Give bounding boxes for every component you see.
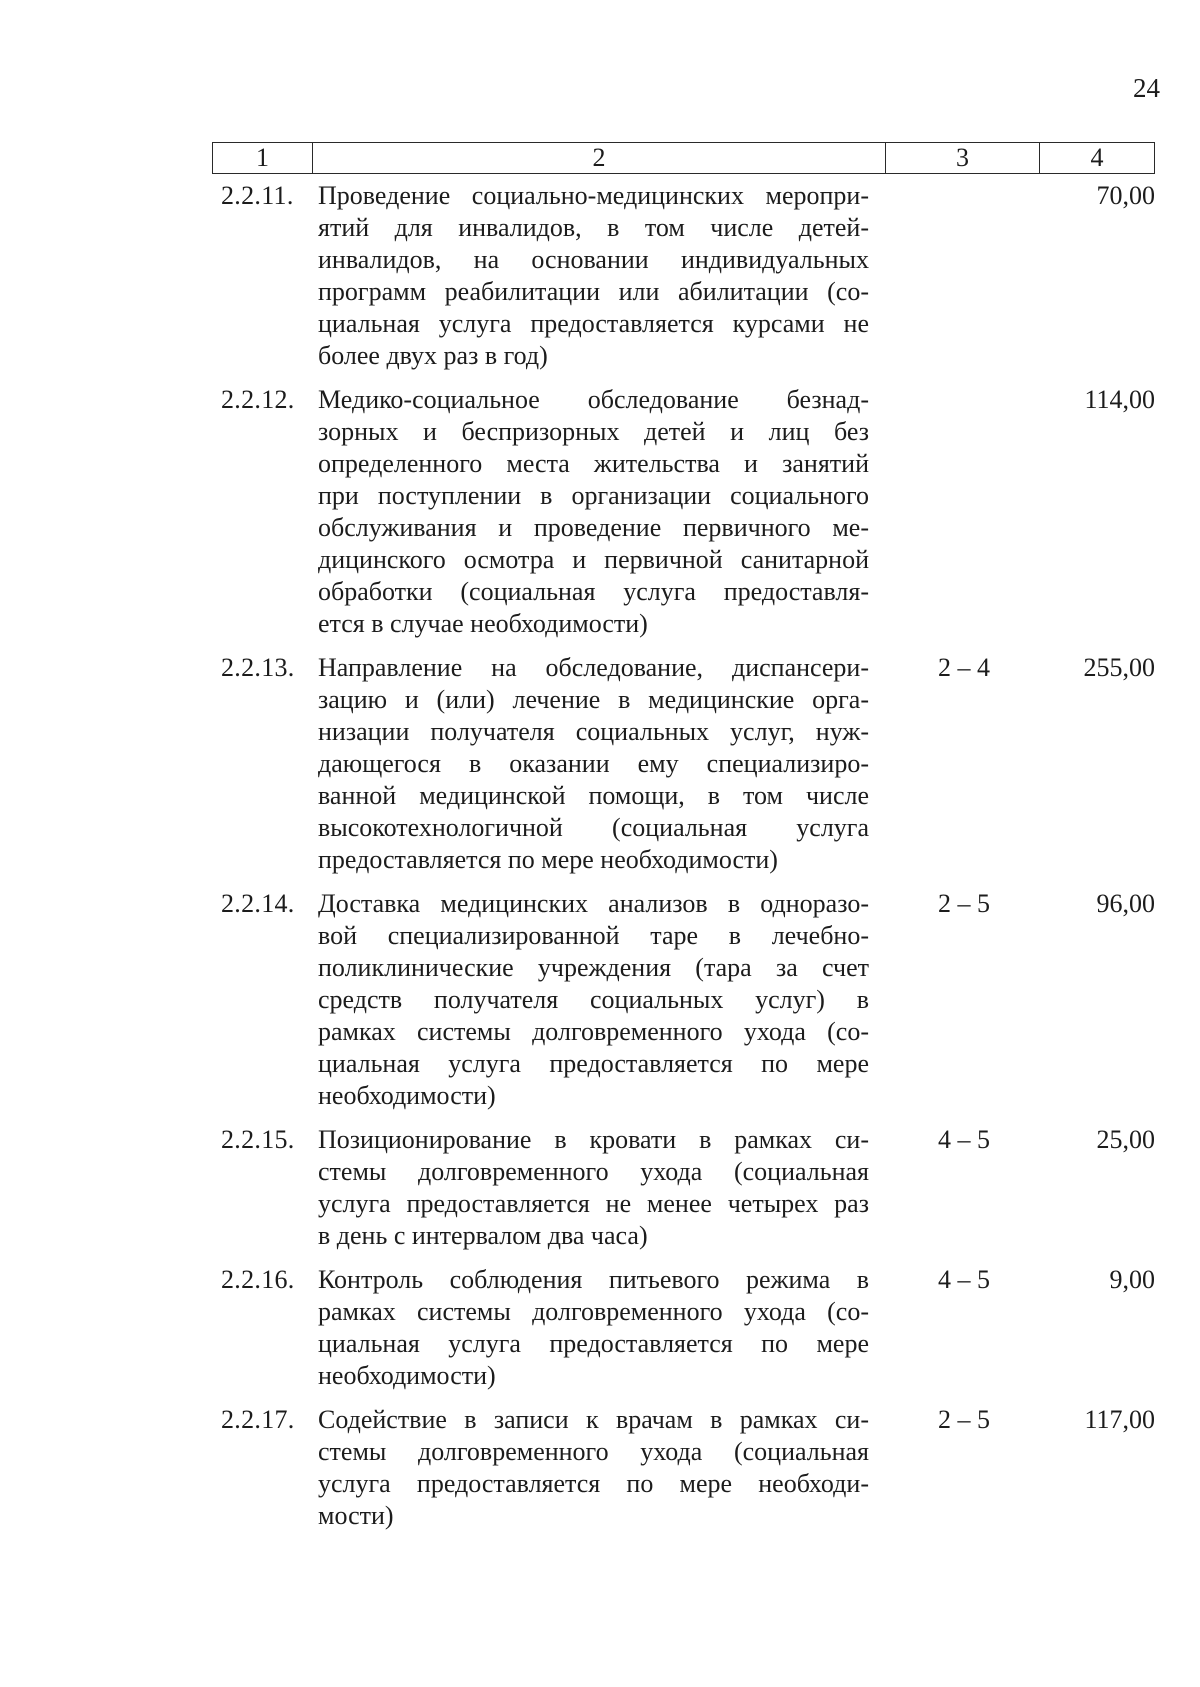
service-price: 96,00: [1096, 889, 1155, 918]
description-line: ется в случае необходимости): [318, 609, 648, 638]
table-row: [212, 1264, 1155, 1392]
description-line: ятий для инвалидов, в том числе детей-: [318, 213, 869, 242]
service-number: 2.2.11.: [221, 181, 294, 210]
description-line: ванной медицинской помощи, в том числе: [318, 781, 869, 810]
description-line: дицинского осмотра и первичной санитарной: [318, 545, 869, 574]
description-line: Содействие в записи к врачам в рамках си-: [318, 1405, 869, 1434]
service-description: [312, 888, 869, 1112]
table-row: [212, 384, 1155, 640]
description-line: необходимости): [318, 1361, 496, 1390]
description-line: Контроль соблюдения питьевого режима в: [318, 1265, 869, 1294]
description-line: услуга предоставляется по мере необходи-: [318, 1469, 869, 1498]
description-line: Проведение социально-медицинских меропри-: [318, 181, 869, 210]
description-line: дающегося в оказании ему специализиро-: [318, 749, 869, 778]
description-line: услуга предоставляется не менее четырех раз: [318, 1189, 869, 1218]
description-line: предоставляется по мере необходимости): [318, 845, 778, 874]
service-period: 2 – 5: [938, 1405, 990, 1434]
service-price: 25,00: [1096, 1125, 1155, 1154]
description-line: стемы долговременного ухода (социальная: [318, 1157, 869, 1186]
description-line: циальная услуга предоставляется по мере: [318, 1329, 869, 1358]
service-price: 255,00: [1083, 653, 1155, 682]
description-line: стемы долговременного ухода (социальная: [318, 1437, 869, 1466]
description-line: Позиционирование в кровати в рамках си-: [318, 1125, 869, 1154]
description-line: зацию и (или) лечение в медицинские орга-: [318, 685, 869, 714]
description-line: вой специализированной таре в лечебно-: [318, 921, 869, 950]
description-line: Направление на обследование, диспансери-: [318, 653, 869, 682]
table-header: [212, 142, 1155, 174]
description-line: более двух раз в год): [318, 341, 548, 370]
description-line: программ реабилитации или абилитации (со-: [318, 277, 869, 306]
header-col-2: 2: [313, 143, 886, 173]
description-line: низации получателя социальных услуг, нуж-: [318, 717, 869, 746]
description-line: в день с интервалом два часа): [318, 1221, 648, 1250]
description-line: Медико-социальное обследование безнад-: [318, 385, 869, 414]
description-line: циальная услуга предоставляется по мере: [318, 1049, 869, 1078]
service-description: [312, 180, 869, 372]
service-price: 114,00: [1084, 385, 1155, 414]
description-line: определенного места жительства и занятий: [318, 449, 869, 478]
service-description: [312, 384, 869, 640]
table-row: [212, 888, 1155, 1112]
description-line: рамках системы долговременного ухода (со-: [318, 1017, 869, 1046]
service-description: [312, 1404, 869, 1532]
service-number: 2.2.13.: [221, 653, 295, 682]
description-line: Доставка медицинских анализов в одноразо-: [318, 889, 869, 918]
service-period: 4 – 5: [938, 1125, 990, 1154]
service-description: [312, 1264, 869, 1392]
service-number: 2.2.16.: [221, 1265, 295, 1294]
description-line: высокотехнологичной (социальная услуга: [318, 813, 869, 842]
description-line: инвалидов, на основании индивидуальных: [318, 245, 869, 274]
service-number: 2.2.15.: [221, 1125, 295, 1154]
description-line: зорных и беспризорных детей и лиц без: [318, 417, 869, 446]
description-line: поликлинические учреждения (тара за счет: [318, 953, 869, 982]
table-row: [212, 1124, 1155, 1252]
table-row: [212, 652, 1155, 876]
service-table-body: [212, 180, 1155, 1532]
service-period: 4 – 5: [938, 1265, 990, 1294]
service-number: 2.2.17.: [221, 1405, 295, 1434]
service-price: 9,00: [1109, 1265, 1155, 1294]
header-col-4: 4: [1090, 143, 1104, 172]
table-row: [212, 1404, 1155, 1532]
page-number: 24: [1133, 73, 1160, 103]
service-price: 70,00: [1096, 181, 1155, 210]
service-period: 2 – 4: [938, 653, 990, 682]
service-price: 117,00: [1084, 1405, 1155, 1434]
table-row: [212, 180, 1155, 372]
description-line: циальная услуга предоставляется курсами не: [318, 309, 869, 338]
service-period: 2 – 5: [938, 889, 990, 918]
header-col-1: 1: [213, 143, 313, 173]
service-number: 2.2.12.: [221, 385, 295, 414]
description-line: обслуживания и проведение первичного ме-: [318, 513, 869, 542]
description-line: рамках системы долговременного ухода (со-: [318, 1297, 869, 1326]
description-line: обработки (социальная услуга предоставля-: [318, 577, 869, 606]
description-line: при поступлении в организации социального: [318, 481, 869, 510]
service-description: [312, 652, 869, 876]
description-line: необходимости): [318, 1081, 496, 1110]
description-line: мости): [318, 1501, 394, 1530]
service-number: 2.2.14.: [221, 889, 295, 918]
service-description: [312, 1124, 869, 1252]
header-col-3: 3: [886, 143, 1040, 173]
description-line: средств получателя социальных услуг) в: [318, 985, 869, 1014]
